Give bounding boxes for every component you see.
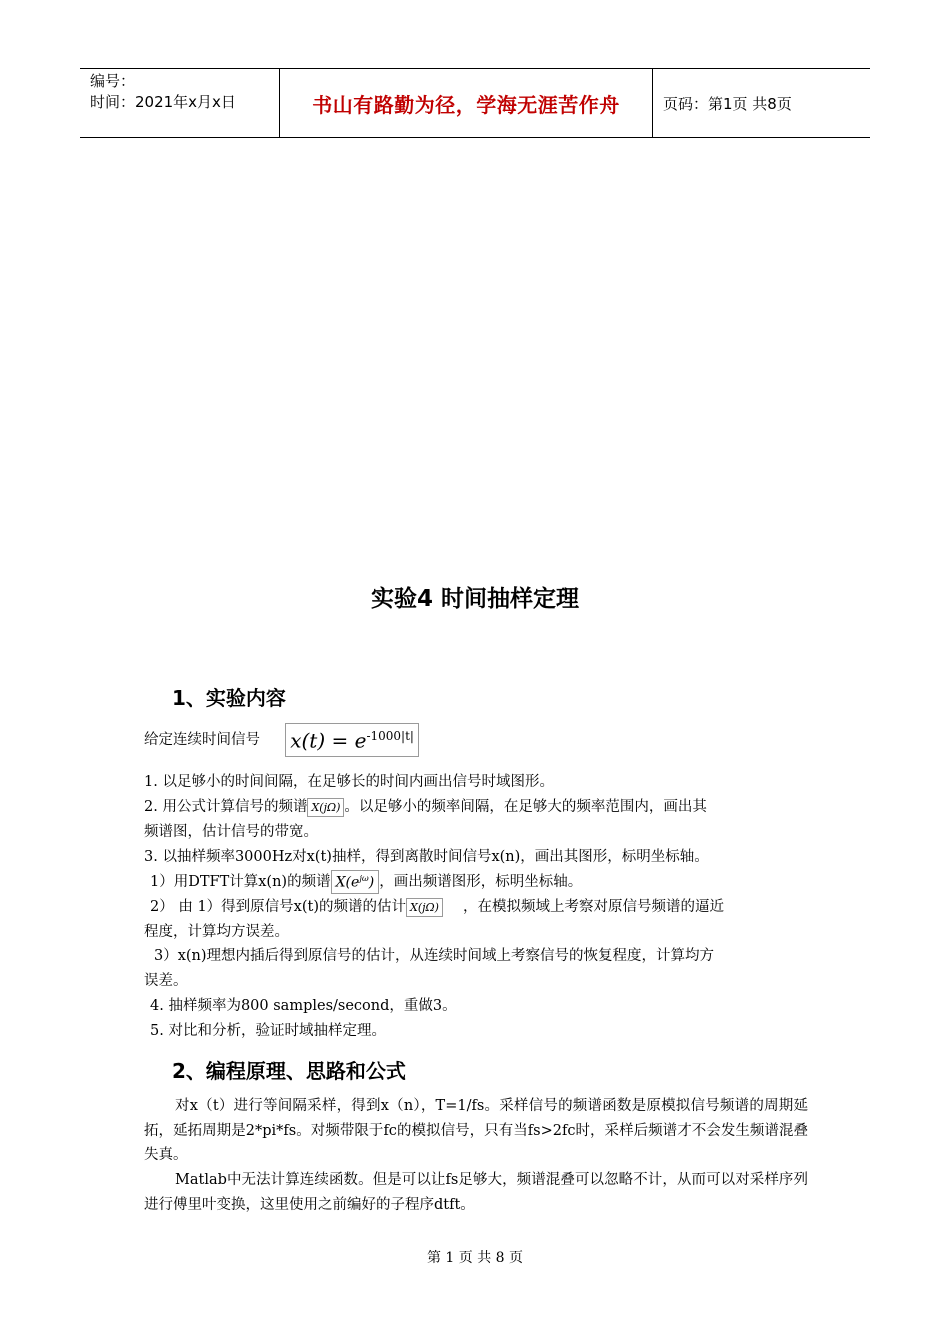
item-5: 5. 对比和分析，验证时域抽样定理。 (150, 1023, 386, 1039)
page-footer: 第 1 页 共 8 页 (426, 1250, 524, 1266)
signal-formula (285, 723, 419, 758)
header-motto: 书山有路勤为径，学海无涯苦作舟 (280, 69, 653, 137)
item-4: 4. 抽样频率为800 samples/second，重做3。 (150, 998, 457, 1014)
spectrum-formula: X(jΩ) (307, 798, 344, 817)
signal-formula-exponent: -1000|t| (366, 728, 414, 743)
section-1-heading: 1、实验内容 (172, 686, 286, 710)
given-signal-line (144, 722, 808, 758)
sub-item-3-line-2: 误差。 (144, 973, 188, 989)
sub-item-1-text-a: 1）用DTFT计算x(n)的频谱 (150, 874, 331, 890)
sub-item-2-line-2: 程度，计算均方误差。 (144, 924, 289, 940)
sub-item-1 (144, 870, 814, 894)
dtft-formula (331, 870, 380, 894)
header-page-code: 页码：第1页 共8页 (663, 94, 792, 113)
page-header (80, 68, 870, 138)
sub-item-2-line-1 (144, 895, 814, 919)
header-meta (80, 69, 280, 137)
item-2-text-a: 2. 用公式计算信号的频谱 (144, 799, 308, 815)
dtft-formula-base: X(e (335, 874, 360, 891)
section-2-heading: 2、编程原理、思路和公式 (172, 1059, 406, 1083)
item-2-line-1 (144, 795, 808, 819)
item-2-line-2: 频谱图，估计信号的带宽。 (144, 824, 318, 840)
item-2-text-b: 。以足够小的频率间隔，在足够大的频率范围内，画出其 (344, 799, 707, 815)
given-signal-label: 给定连续时间信号 (144, 732, 260, 748)
sub-item-1-text-b: ，画出频谱图形，标明坐标轴。 (379, 874, 583, 890)
paragraph-1: 对x（t）进行等间隔采样，得到x（n），T=1/fs。采样信号的频谱函数是原模拟信号频谱的周期延拓，延拓周期是2*pi*fs。对频带限于fc的模拟信号，只有当fs>2fc时，采样后频谱才不会发生频谱混叠失真。 (144, 1098, 808, 1163)
dtft-formula-exponent: jω (359, 873, 369, 884)
sub-item-2-text-a: 2） 由 1）得到原信号x(t)的频谱的估计 (150, 899, 406, 915)
header-number-label: 编号： (90, 72, 136, 90)
item-3: 3. 以抽样频率3000Hz对x(t)抽样，得到离散时间信号x(n)，画出其图形，标明坐标轴。 (144, 849, 709, 865)
sub-item-3-line-1: 3）x(n)理想内插后得到原信号的估计，从连续时间域上考察信号的恢复程度，计算均方 (154, 948, 715, 964)
signal-formula-base: x(t) = e (290, 728, 367, 753)
sub-item-2-text-b: ，在模拟频域上考察对原信号频谱的逼近 (462, 899, 724, 915)
header-time-label: 时间：2021年x月x日 (90, 93, 236, 111)
dtft-formula-end: ) (368, 874, 375, 891)
paragraph-2: Matlab中无法计算连续函数。但是可以让fs足够大，频谱混叠可以忽略不计，从而可以对采样序列进行傅里叶变换，这里使用之前编好的子程序dtft。 (144, 1172, 808, 1213)
item-1: 1. 以足够小的时间间隔，在足够长的时间内画出信号时域图形。 (144, 774, 554, 790)
estimate-formula: X(jΩ) (406, 898, 443, 917)
document-title: 实验4 时间抽样定理 (370, 586, 579, 612)
